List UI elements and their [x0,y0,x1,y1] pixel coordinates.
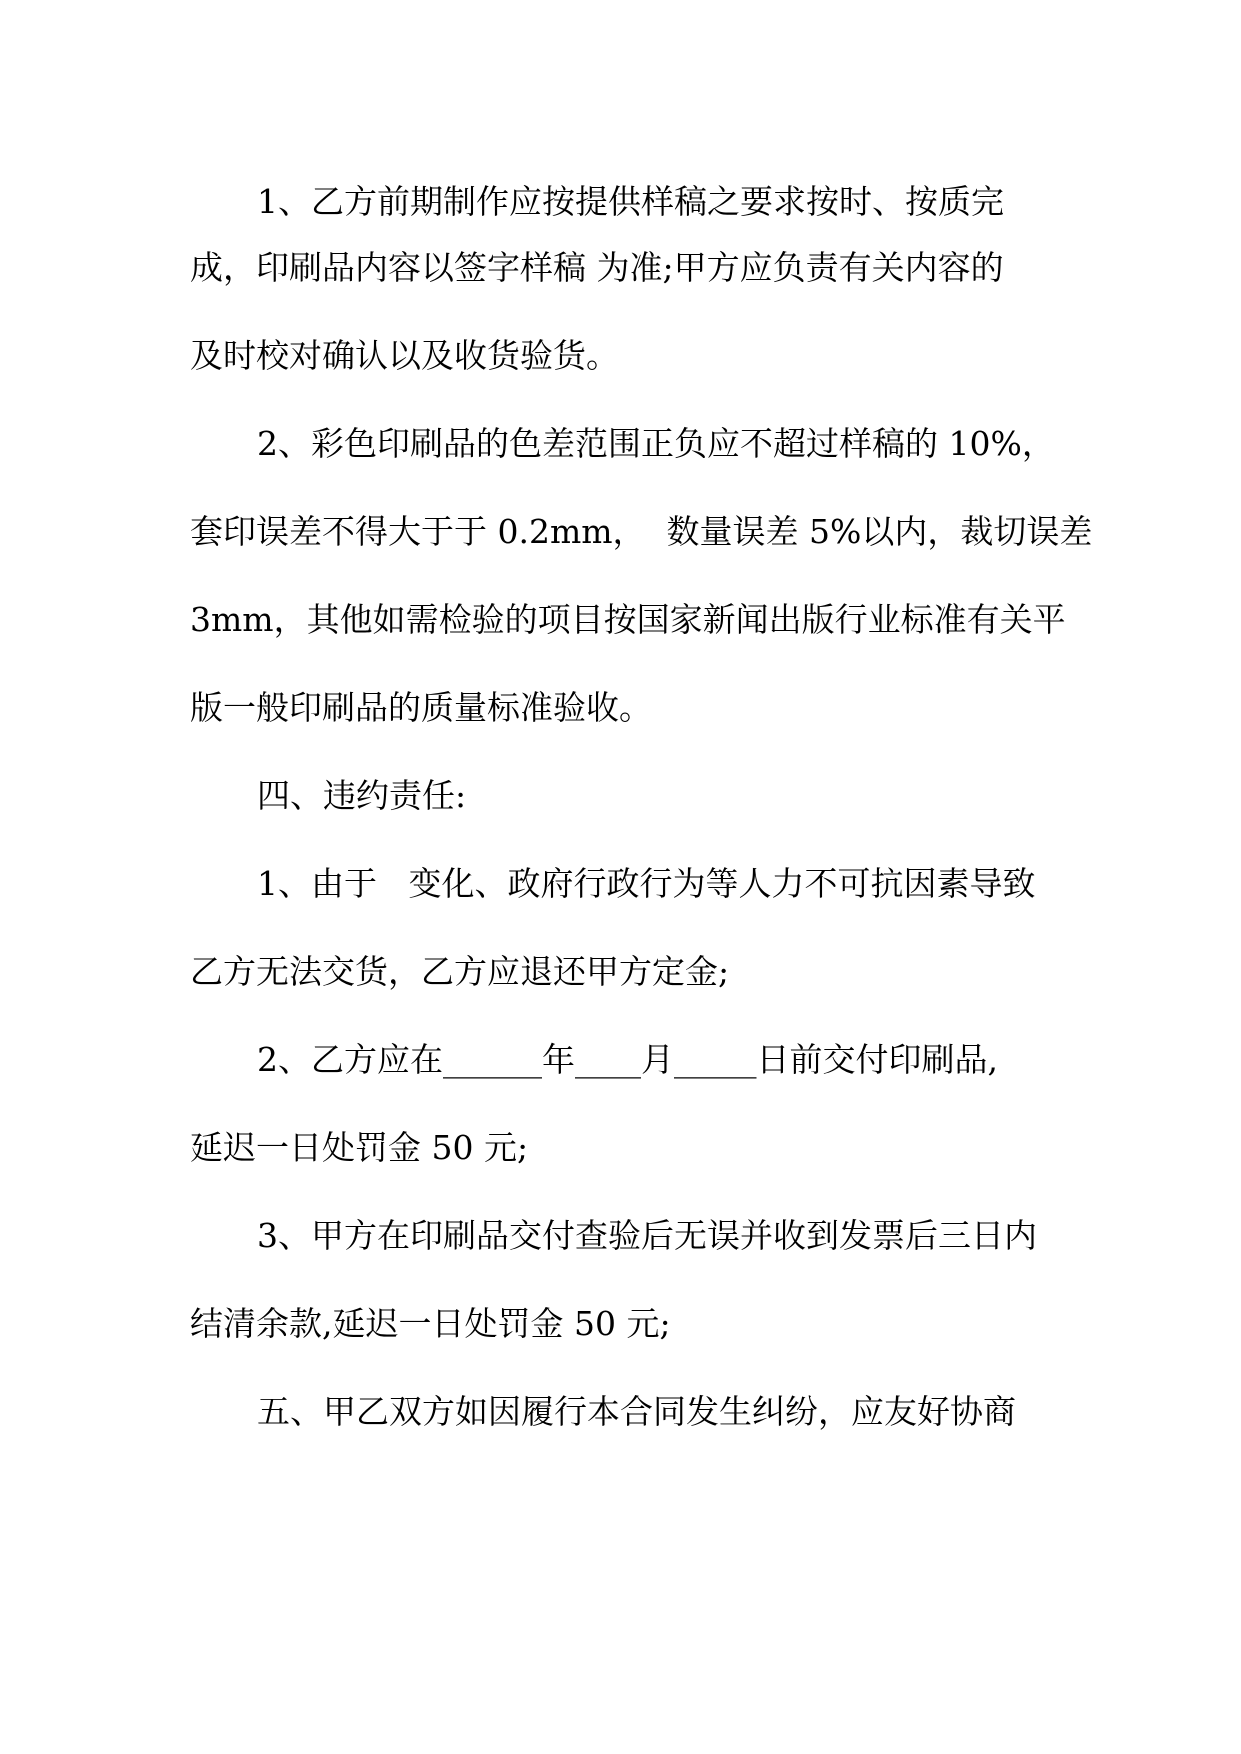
section-4-heading: 四、违约责任: [257,776,467,815]
section-5-line-1: 五、甲乙双方如因履行本合同发生纠纷，应友好协商 [257,1392,1016,1431]
liability-1-line-1: 1、由于 变化、政府行政行为等人力不可抗因素导致 [257,864,1036,903]
clause-2-line-4: 版一般印刷品的质量标准验收。 [190,688,652,727]
clause-2-line-3: 3mm，其他如需检验的项目按国家新闻出版行业标准有关平 [190,600,1066,639]
clause-1-line-2: 成，印刷品内容以签字样稿 为准;甲方应负责有关内容的 [190,248,1004,287]
liability-3-line-2: 结清余款,延迟一日处罚金 50 元; [190,1304,671,1343]
clause-2-line-2: 套印误差不得大于于 0.2mm， 数量误差 5%以内，裁切误差 [190,512,1093,551]
liability-1-line-2: 乙方无法交货，乙方应退还甲方定金; [190,952,730,991]
clause-1-line-3: 及时校对确认以及收货验货。 [190,336,619,375]
liability-2-line-2: 延迟一日处罚金 50 元; [190,1128,529,1167]
clause-1-line-1: 1、乙方前期制作应按提供样稿之要求按时、按质完 [257,182,1004,221]
liability-3-line-1: 3、甲方在印刷品交付查验后无误并收到发票后三日内 [257,1216,1037,1255]
clause-2-line-1: 2、彩色印刷品的色差范围正负应不超过样稿的 10%， [257,424,1055,463]
liability-2-line-1: 2、乙方应在______年____月_____日前交付印刷品, [257,1040,998,1079]
